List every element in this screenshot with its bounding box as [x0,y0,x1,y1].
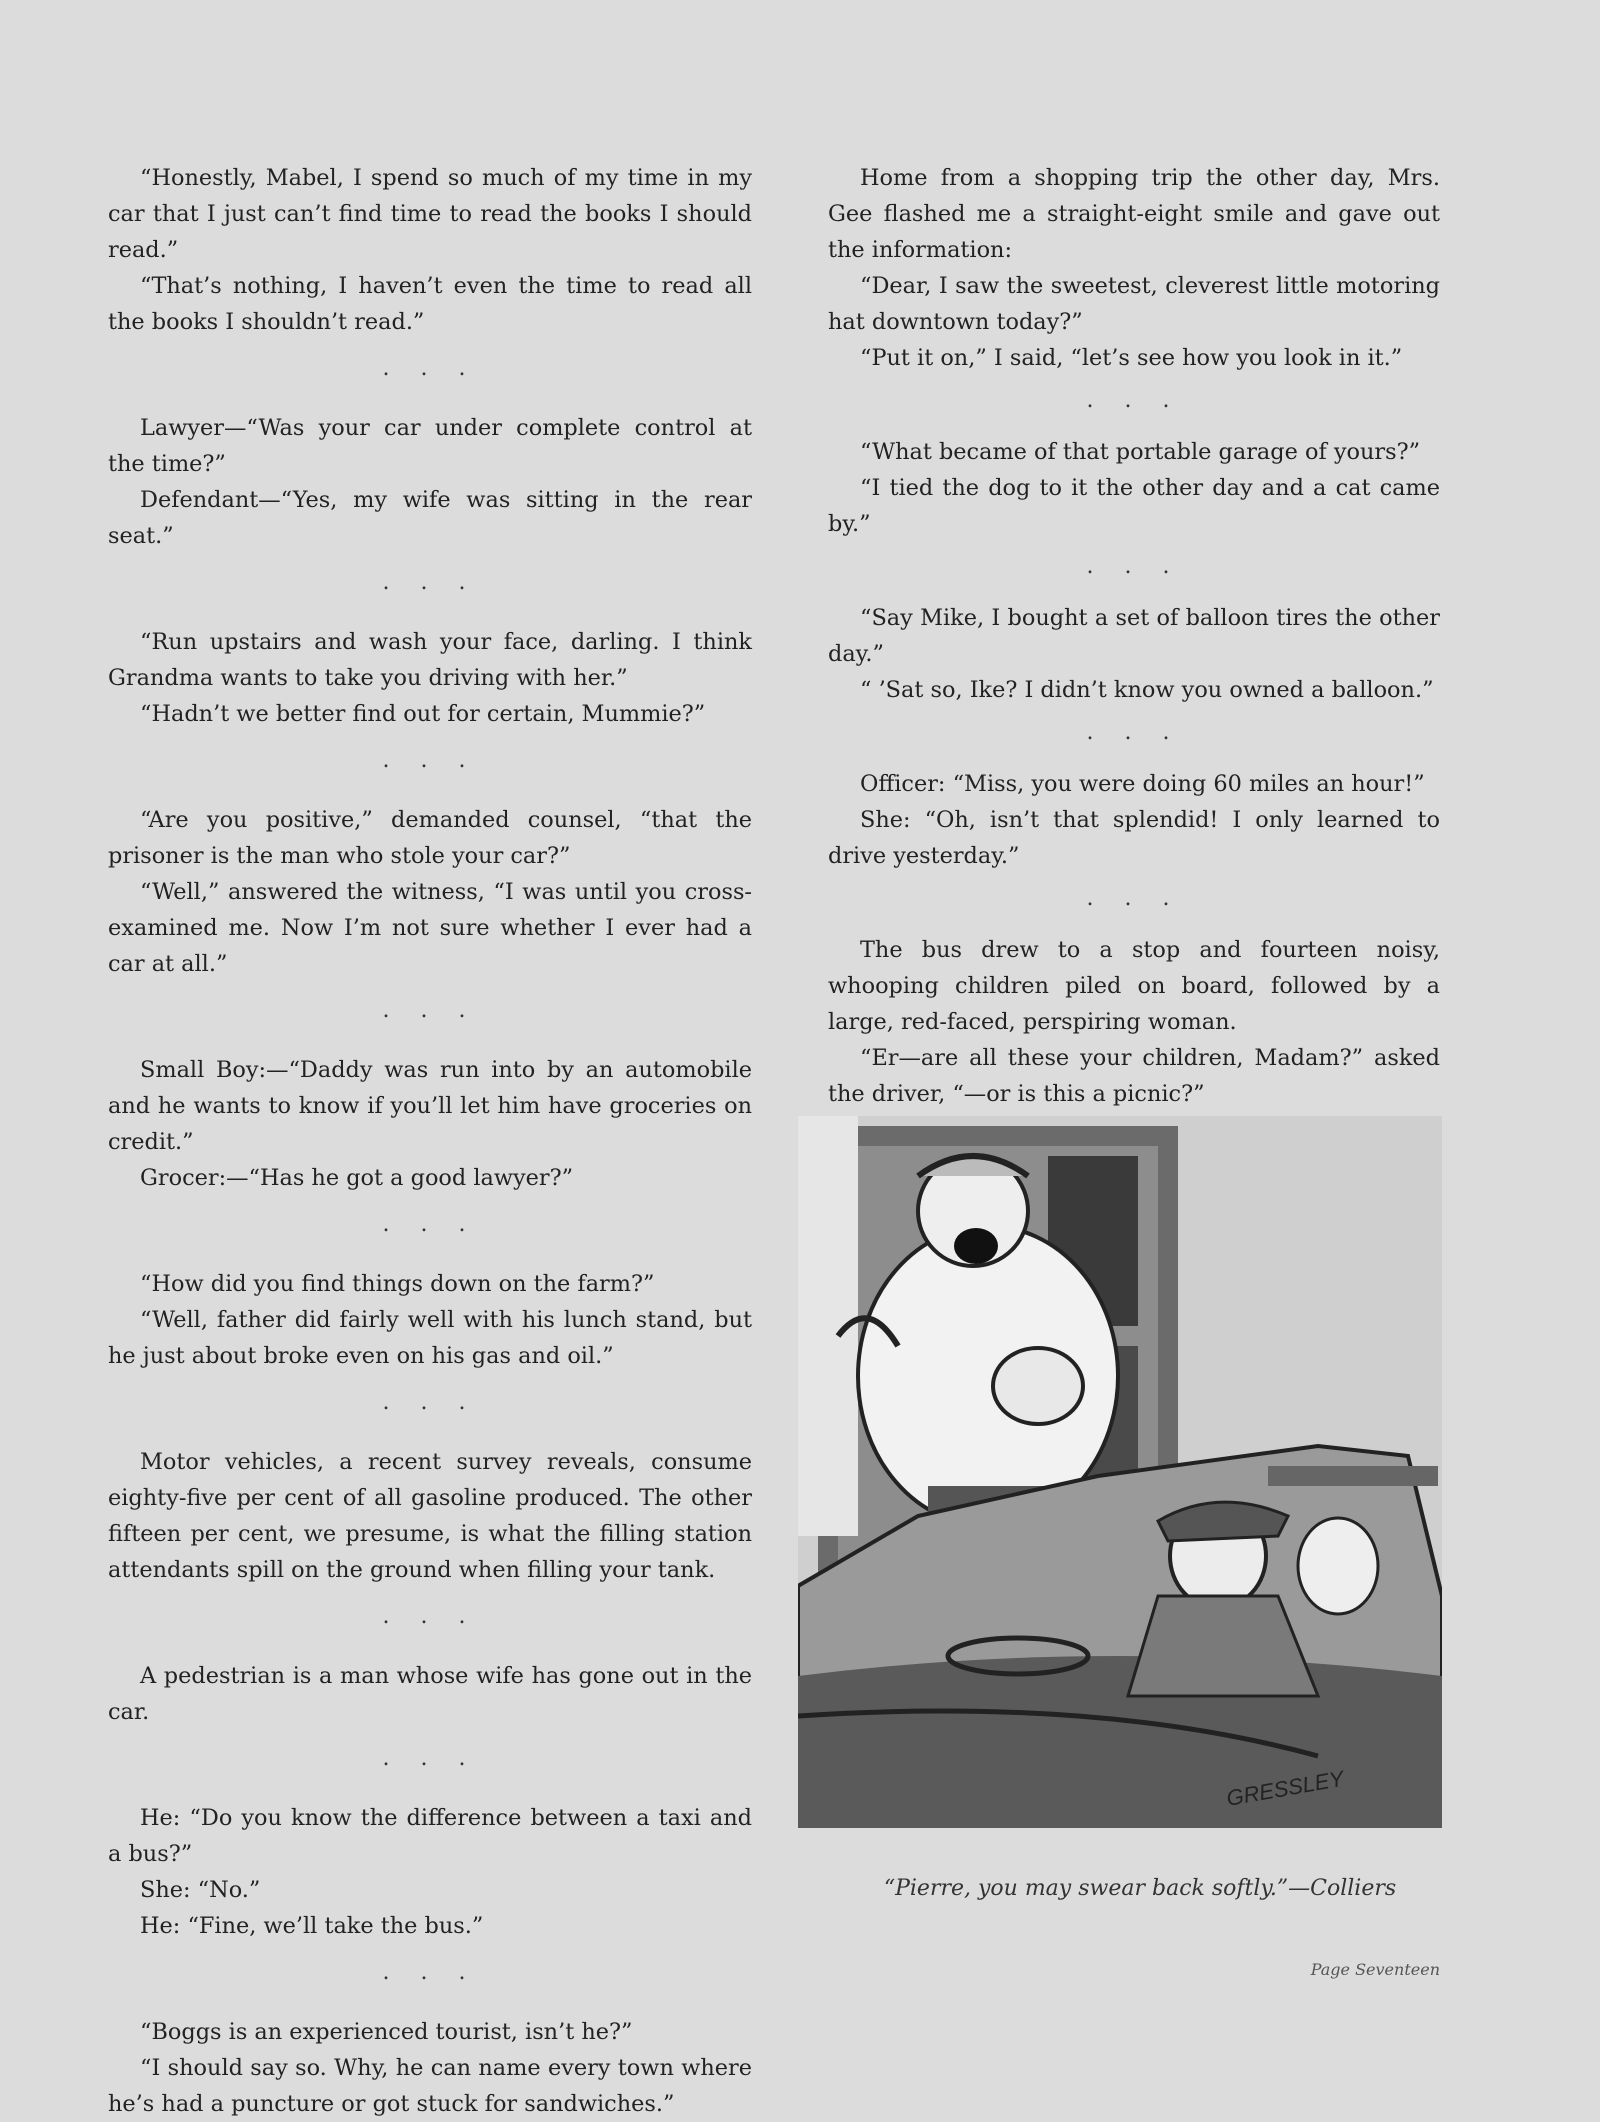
joke [108,1658,752,1730]
joke-separator: . . . [382,570,478,595]
joke [108,624,752,732]
joke-line: She: “Oh, isn’t that splendid! I only learned to drive yesterday.” [828,807,1440,869]
joke-line: “Well,” answered the witness, “I was until you cross-examined me. Now I’m not sure whether I ever had a car at all.” [108,879,752,977]
joke-separator: . . . [382,356,478,381]
joke-separator: . . . [382,1960,478,1985]
right-column [828,160,1440,1184]
cartoon-illustration [798,1116,1442,1828]
joke-line: “What became of that portable garage of yours?” [860,439,1421,465]
joke-line: She: “No.” [140,1877,261,1903]
joke [828,600,1440,708]
joke-line: Grocer:—“Has he got a good lawyer?” [140,1165,574,1191]
joke-separator: . . . [382,1604,478,1629]
joke [108,1800,752,1944]
joke-line: “How did you find things down on the farm?” [140,1271,655,1297]
joke-separator: . . . [1086,886,1182,911]
joke-line: “ ’Sat so, Ike? I didn’t know you owned a balloon.” [860,677,1434,703]
joke [108,410,752,554]
joke [108,1266,752,1374]
joke-line: Defendant—“Yes, my wife was sitting in the rear seat.” [108,487,752,549]
left-column [108,160,752,2122]
joke-line: “Boggs is an experienced tourist, isn’t he?” [140,2019,633,2045]
joke-separator: . . . [382,998,478,1023]
joke-line: Home from a shopping trip the other day, Mrs. Gee flashed me a straight-eight smile and gave out the information: [828,165,1440,263]
joke [828,766,1440,874]
joke-separator: . . . [1086,554,1182,579]
joke-line: “Er—are all these your children, Madam?” asked the driver, “—or is this a picnic?” [828,1045,1440,1107]
joke-separator: . . . [1086,388,1182,413]
joke [828,160,1440,376]
joke-separator: . . . [382,1212,478,1237]
joke-separator: . . . [1086,720,1182,745]
joke [108,160,752,340]
joke-line: The bus drew to a stop and fourteen noisy, whooping children piled on board, followed by a large, red-faced, perspiring woman. [828,937,1440,1035]
joke-line: “Hadn’t we better find out for certain, Mummie?” [140,701,706,727]
joke-line: “Say Mike, I bought a set of balloon tires the other day.” [828,605,1440,667]
joke [828,434,1440,542]
joke-line: “Dear, I saw the sweetest, cleverest little motoring hat downtown today?” [828,273,1440,335]
joke-line: “Are you positive,” demanded counsel, “that the prisoner is the man who stole your car?” [108,807,752,869]
joke-line: He: “Fine, we’ll take the bus.” [140,1913,484,1939]
joke-line: Officer: “Miss, you were doing 60 miles an hour!” [860,771,1425,797]
joke-line: “I should say so. Why, he can name every town where he’s had a puncture or got stuck for sandwiches.” [108,2055,752,2117]
cartoon-caption: “Pierre, you may swear back softly.”—Colliers [883,1876,1397,1901]
joke [108,802,752,982]
joke-separator: . . . [382,1746,478,1771]
cartoon-signature: GRESSLEY [1224,1765,1346,1811]
joke-line: “Honestly, Mabel, I spend so much of my time in my car that I just can’t find time to read the books I should read.” [108,165,752,263]
joke-line: Lawyer—“Was your car under complete control at the time?” [108,415,752,477]
joke-line: A pedestrian is a man whose wife has gone out in the car. [108,1663,752,1725]
joke-line: “I tied the dog to it the other day and a cat came by.” [828,475,1440,537]
joke [108,2014,752,2122]
joke [108,1444,752,1588]
joke-line: “That’s nothing, I haven’t even the time to read all the books I shouldn’t read.” [108,273,752,335]
joke-line: Small Boy:—“Daddy was run into by an automobile and he wants to know if you’ll let him have groceries on credit.” [108,1057,752,1155]
joke-line: Motor vehicles, a recent survey reveals, consume eighty-five per cent of all gasoline produced. The other fifteen per cent, we presume, is what the filling station attendants spill on the ground when filling your tank. [108,1449,752,1583]
joke-line: “Well, father did fairly well with his lunch stand, but he just about broke even on his gas and oil.” [108,1307,752,1369]
joke-line: “Put it on,” I said, “let’s see how you look in it.” [860,345,1403,371]
joke-line: He: “Do you know the difference between a taxi and a bus?” [108,1805,752,1867]
page-number: Page Seventeen [1310,1960,1440,1979]
joke-separator: . . . [382,748,478,773]
joke [108,1052,752,1196]
joke-separator: . . . [382,1390,478,1415]
joke-line: “Run upstairs and wash your face, darling. I think Grandma wants to take you driving with her.” [108,629,752,691]
